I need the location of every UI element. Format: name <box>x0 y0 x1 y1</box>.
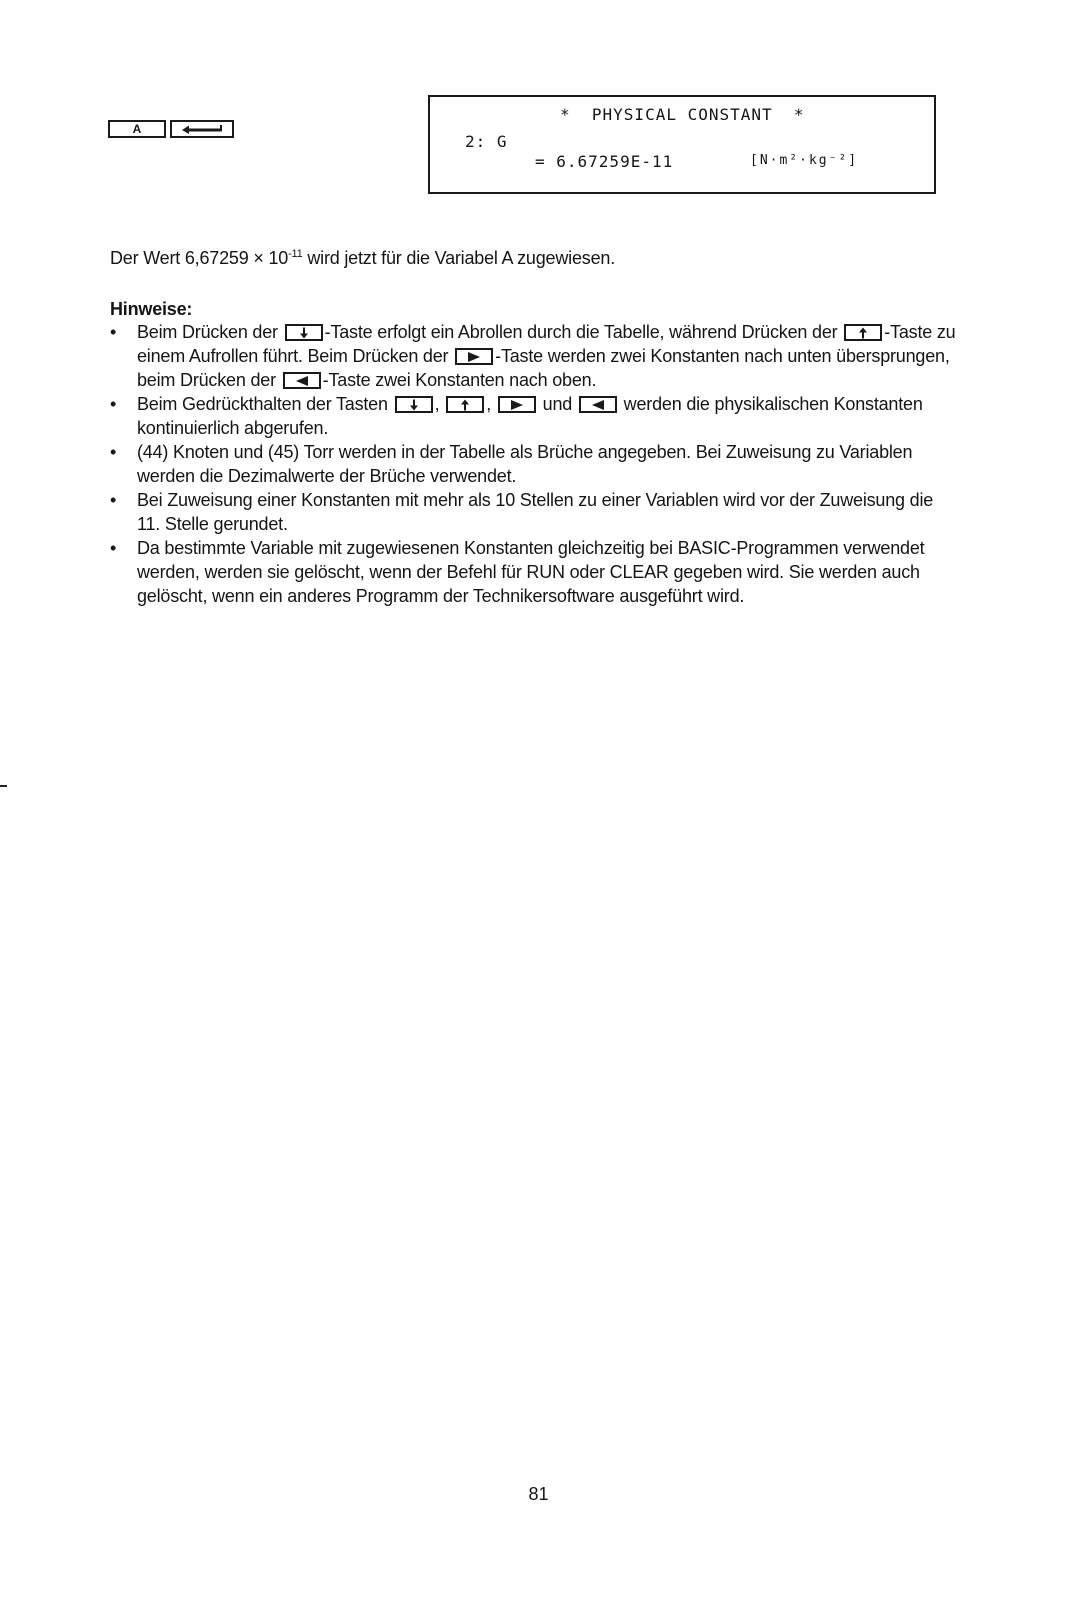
key-sequence <box>108 120 234 138</box>
right-arrow-key <box>455 348 493 365</box>
note-text: (44) Knoten und (45) Torr werden in der Tabelle als Brüche angegeben. Bei Zuweisung zu Variablen werden die Dezimalwerte der Brüche verwendet. <box>137 442 913 486</box>
up-arrow-key <box>844 324 882 341</box>
note-text: Beim Gedrückthalten der Tasten <box>137 394 393 414</box>
note-text: Da bestimmte Variable mit zugewiesenen Konstanten gleichzeitig bei BASIC-Programmen verwendet werden, werden sie gelöscht, wenn der Befehl für RUN oder CLEAR gegeben wird. Sie werden auch gelöscht, wenn ein anderes Programm der Technikersoftware ausgeführt wird. <box>137 538 925 606</box>
left-triangle-icon <box>591 400 605 410</box>
constant-index: 2: G <box>465 132 508 151</box>
note-separator: , <box>486 394 496 414</box>
left-triangle-icon <box>295 376 309 386</box>
up-arrow-icon <box>460 399 470 410</box>
intro-paragraph <box>110 246 1010 270</box>
left-arrow-key <box>579 396 617 413</box>
calculator-display <box>428 95 936 194</box>
intro-suffix: wird jetzt für die Variabel A zugewiesen. <box>302 248 615 268</box>
enter-arrow-icon <box>180 124 224 134</box>
note-text: -Taste werden zwei Konstanten nach unten übersprungen, beim Drücken der <box>137 346 950 390</box>
note-text: -Taste zwei Konstanten nach oben. <box>322 370 597 390</box>
note-text: werden die physikalischen Konstanten kontinuierlich abgerufen. <box>137 394 923 438</box>
down-arrow-icon <box>409 399 419 410</box>
note-text: -Taste zu einem Aufrollen führt. Beim Drücken der <box>137 322 956 366</box>
notes-heading: Hinweise: <box>110 299 193 319</box>
a-key: A <box>108 120 166 138</box>
constant-unit: [N·m²·kg⁻²] <box>750 153 859 168</box>
note-text: Beim Drücken der <box>137 322 283 342</box>
down-arrow-key <box>395 396 433 413</box>
page-number: 81 <box>528 1484 549 1504</box>
right-triangle-icon <box>510 400 524 410</box>
note-item <box>110 536 960 608</box>
constant-value: = 6.67259E-11 <box>535 152 674 171</box>
up-arrow-key <box>446 396 484 413</box>
enter-key <box>170 120 234 138</box>
intro-prefix: Der Wert 6,67259 × 10 <box>110 248 289 268</box>
note-item <box>110 440 960 488</box>
down-arrow-icon <box>299 327 309 338</box>
margin-mark <box>0 785 7 787</box>
right-arrow-key <box>498 396 536 413</box>
note-separator: , <box>434 394 445 414</box>
notes-list <box>110 320 960 608</box>
note-text: -Taste erfolgt ein Abrollen durch die Tabelle, während Drücken der <box>324 322 843 342</box>
note-item <box>110 488 960 536</box>
down-arrow-key <box>285 324 323 341</box>
note-text: Bei Zuweisung einer Konstanten mit mehr als 10 Stellen zu einer Variablen wird vor der Zuweisung die 11. Stelle gerundet. <box>137 490 934 534</box>
note-text: und <box>537 394 577 414</box>
left-arrow-key <box>283 372 321 389</box>
right-triangle-icon <box>467 352 481 362</box>
note-item <box>110 392 960 440</box>
up-arrow-icon <box>858 327 868 338</box>
note-item <box>110 320 960 392</box>
intro-exponent: -11 <box>288 248 303 260</box>
display-title: * PHYSICAL CONSTANT * <box>560 105 805 124</box>
